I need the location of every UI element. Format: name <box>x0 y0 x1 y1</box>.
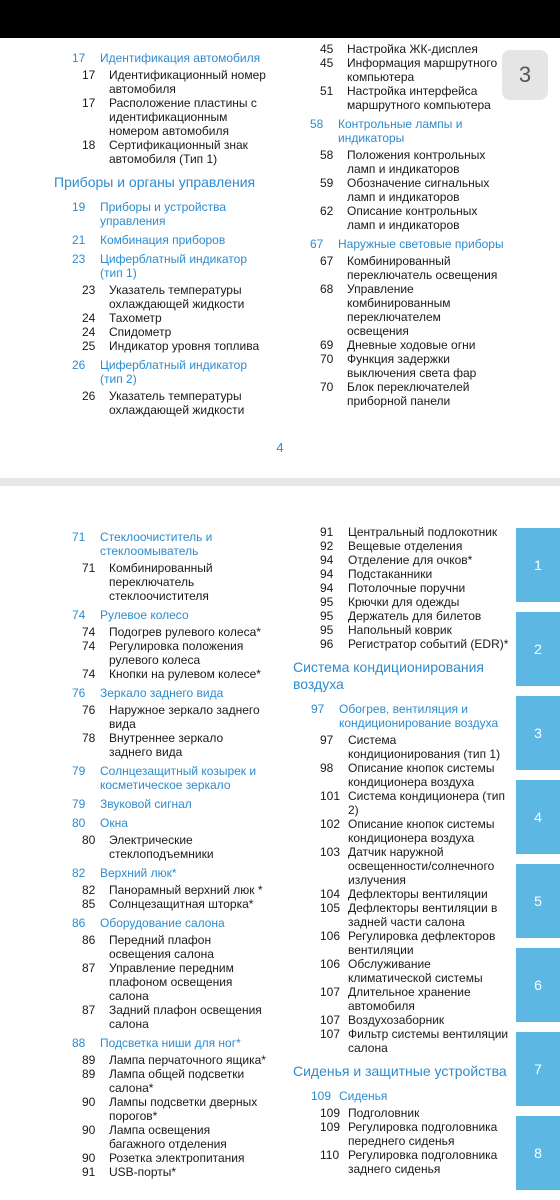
entry-title: Управление комбинированным переключателем освещения <box>347 282 451 338</box>
entry-title: Идентификационный номер автомобиля <box>109 68 266 96</box>
page-ref: 95 <box>320 623 334 637</box>
page-ref: 79 <box>72 797 86 811</box>
entry-title: Тахометр <box>109 311 162 325</box>
page-ref: 91 <box>82 1165 96 1179</box>
entry-title: Потолочные поручни <box>348 581 466 595</box>
entry-title: Блок переключателей приборной панели <box>347 380 470 408</box>
entry-title: Регулировка положения рулевого колеса <box>109 639 244 667</box>
page-ref: 74 <box>82 667 96 681</box>
entry-title: Обогрев, вентиляция и кондиционирование воздуха <box>339 702 499 730</box>
section-heading[interactable]: Система кондиционирования воздуха <box>293 659 485 692</box>
toc-item-link[interactable] <box>310 380 506 408</box>
toc-item-link[interactable] <box>310 42 506 56</box>
page-ref: 76 <box>72 686 86 700</box>
toc-item-link[interactable] <box>293 637 509 651</box>
page-ref: 86 <box>72 916 86 930</box>
toc-section-link[interactable] <box>54 358 268 386</box>
toc-column-right <box>310 42 506 408</box>
page-ref: 104 <box>320 887 341 901</box>
entry-title: Информация маршрутного компьютера <box>347 56 498 84</box>
toc-item-link[interactable] <box>293 789 509 817</box>
entry-title: Окна <box>100 816 128 830</box>
toc-item-link[interactable] <box>293 817 509 845</box>
entry-title: Панорамный верхний люк * <box>109 883 263 897</box>
toc-item-link[interactable] <box>54 703 268 731</box>
page-ref: 97 <box>320 733 334 747</box>
page-ref: 18 <box>82 138 96 152</box>
entry-title: Солнцезащитный козырек и косметическое зеркало <box>100 764 257 792</box>
chapter-tab-1[interactable]: 1 <box>516 528 560 602</box>
entry-title: Система кондиционирования (тип 1) <box>348 733 501 761</box>
toc-item-link[interactable] <box>293 567 509 581</box>
toc-item-link[interactable] <box>293 845 509 887</box>
chapter-tab-8[interactable]: 8 <box>516 1116 560 1190</box>
entry-title: Розетка электропитания <box>109 1151 245 1165</box>
page-ref: 74 <box>82 639 96 653</box>
page-ref: 82 <box>82 883 96 897</box>
toc-page-lower <box>0 486 560 1200</box>
page-ref: 25 <box>82 339 96 353</box>
toc-column-right <box>293 525 509 1176</box>
page-ref: 94 <box>320 567 334 581</box>
entry-title: Расположение пластины с идентификационным номером автомобиля <box>109 96 257 138</box>
page-ref: 106 <box>320 957 341 971</box>
entry-title: Напольный коврик <box>348 623 452 637</box>
toc-section-link[interactable] <box>54 608 268 622</box>
page-ref: 82 <box>72 866 86 880</box>
toc-section-link[interactable] <box>54 797 268 811</box>
chapter-tab-4[interactable]: 4 <box>516 780 560 854</box>
entry-title: Настройка ЖК-дисплея <box>347 42 478 56</box>
page-ref: 90 <box>82 1151 96 1165</box>
page-ref: 74 <box>82 625 96 639</box>
chapter-tab-3[interactable]: 3 <box>516 696 560 770</box>
entry-title: Обозначение сигнальных ламп и индикаторов <box>347 176 490 204</box>
page-ref: 19 <box>72 200 86 214</box>
entry-title: Обслуживание климатической системы <box>348 957 483 985</box>
toc-item-link[interactable] <box>293 581 509 595</box>
page-ref: 21 <box>72 233 86 247</box>
entry-title: Крючки для одежды <box>348 595 460 609</box>
chapter-tab-6[interactable]: 6 <box>516 948 560 1022</box>
entry-title: Контрольные лампы и индикаторы <box>338 117 463 145</box>
page-ref: 89 <box>82 1067 96 1081</box>
toc-item-link[interactable] <box>54 1095 268 1123</box>
toc-item-link[interactable] <box>310 254 506 282</box>
entry-title: Кнопки на рулевом колесе* <box>109 667 261 681</box>
entry-title: Верхний люк* <box>100 866 177 880</box>
page-ref: 24 <box>82 325 96 339</box>
toc-item-link[interactable] <box>54 68 268 96</box>
entry-title: Солнцезащитная шторка* <box>109 897 254 911</box>
entry-title: Комбинированный переключатель стеклоочистителя <box>109 561 213 603</box>
entry-title: Описание кнопок системы кондиционера воздуха <box>348 761 495 789</box>
page-ref: 85 <box>82 897 96 911</box>
toc-item-link[interactable] <box>293 957 509 985</box>
entry-title: Вещевые отделения <box>348 539 463 553</box>
page-ref: 80 <box>72 816 86 830</box>
page-ref: 58 <box>320 148 334 162</box>
page-ref: 51 <box>320 84 334 98</box>
toc-item-link[interactable] <box>293 525 509 539</box>
entry-title: Воздухозаборник <box>348 1013 445 1027</box>
toc-item-link[interactable] <box>54 961 268 1003</box>
toc-section-link[interactable] <box>54 530 268 558</box>
toc-item-link[interactable] <box>293 553 509 567</box>
entry-title: Внутреннее зеркало заднего вида <box>109 731 224 759</box>
toc-item-link[interactable] <box>54 1053 268 1067</box>
entry-title: Рулевое колесо <box>100 608 189 622</box>
toc-column-left <box>54 46 268 417</box>
page-ref: 90 <box>82 1123 96 1137</box>
section-heading[interactable]: Сиденья и защитные устройства <box>293 1063 507 1079</box>
page-divider <box>0 478 560 486</box>
entry-title: Дневные ходовые огни <box>347 338 476 352</box>
toc-section-link[interactable] <box>293 1089 509 1103</box>
page-ref: 96 <box>320 637 334 651</box>
page-ref: 91 <box>320 525 334 539</box>
toc-item-link[interactable] <box>293 733 509 761</box>
entry-title: Дефлекторы вентиляции в задней части салона <box>348 901 498 929</box>
entry-title: Фильтр системы вентиляции салона <box>348 1027 509 1055</box>
entry-title: Подстаканники <box>348 567 433 581</box>
entry-title: Звуковой сигнал <box>100 797 192 811</box>
toc-item-link[interactable] <box>54 667 268 681</box>
toc-item-link[interactable] <box>293 929 509 957</box>
page-ref: 110 <box>320 1148 340 1162</box>
toc-item-link[interactable] <box>54 1003 268 1031</box>
page-ref: 105 <box>320 901 341 915</box>
toc-item-link[interactable] <box>310 352 506 380</box>
toc-section-link[interactable] <box>54 51 268 65</box>
page-ref: 79 <box>72 764 86 778</box>
toc-section-link[interactable] <box>54 916 268 930</box>
toc-item-link[interactable] <box>293 1013 509 1027</box>
page-ref: 70 <box>320 380 334 394</box>
page-ref: 78 <box>82 731 96 745</box>
page-ref: 23 <box>82 283 96 297</box>
entry-title: Передний плафон освещения салона <box>109 933 214 961</box>
toc-section-link[interactable] <box>54 686 268 700</box>
entry-title: Циферблатный индикатор (тип 1) <box>100 252 247 280</box>
toc-item-link[interactable] <box>54 138 268 166</box>
toc-column-left <box>54 525 268 1179</box>
page-ref: 109 <box>320 1106 341 1120</box>
toc-item-link[interactable] <box>310 56 506 84</box>
entry-title: Лампа освещения багажного отделения <box>109 1123 227 1151</box>
toc-item-link[interactable] <box>293 1148 509 1176</box>
entry-title: Спидометр <box>109 325 172 339</box>
page-ref: 69 <box>320 338 334 352</box>
entry-title: Функция задержки выключения света фар <box>347 352 477 380</box>
toc-item-link[interactable] <box>54 339 268 353</box>
page-ref: 87 <box>82 961 96 975</box>
page-ref: 71 <box>72 530 86 544</box>
entry-title: Сиденья <box>339 1089 388 1103</box>
toc-item-link[interactable] <box>54 283 268 311</box>
toc-item-link[interactable] <box>54 311 268 325</box>
chapter-badge[interactable]: 3 <box>502 50 548 100</box>
toc-item-link[interactable] <box>293 1106 509 1120</box>
toc-item-link[interactable] <box>54 883 268 897</box>
page-ref: 62 <box>320 204 334 218</box>
entry-title: Описание кнопок системы кондиционера воздуха <box>348 817 495 845</box>
toc-item-link[interactable] <box>54 1123 268 1151</box>
entry-title: Держатель для билетов <box>348 609 482 623</box>
toc-section-link[interactable] <box>54 252 268 280</box>
chapter-tab-5[interactable]: 5 <box>516 864 560 938</box>
entry-title: Наружные световые приборы <box>338 237 504 251</box>
entry-title: Лампа общей подсветки салона* <box>109 1067 245 1095</box>
page-ref: 101 <box>320 789 341 803</box>
page-ref: 26 <box>82 389 96 403</box>
toc-item-link[interactable] <box>293 887 509 901</box>
entry-title: Циферблатный индикатор (тип 2) <box>100 358 247 386</box>
entry-title: Сертификационный знак автомобиля (Тип 1) <box>109 138 248 166</box>
page-ref: 17 <box>72 51 86 65</box>
toc-item-link[interactable] <box>310 338 506 352</box>
entry-title: Подогрев рулевого колеса* <box>109 625 261 639</box>
toc-item-link[interactable] <box>54 389 268 417</box>
toc-item-link[interactable] <box>310 282 506 338</box>
toc-item-link[interactable] <box>310 204 506 232</box>
page-ref: 109 <box>320 1120 341 1134</box>
page-ref: 67 <box>320 254 334 268</box>
entry-title: Стеклоочиститель и стеклоомыватель <box>100 530 213 558</box>
page-ref: 86 <box>82 933 96 947</box>
page-ref: 103 <box>320 845 341 859</box>
page-ref: 23 <box>72 252 86 266</box>
entry-title: Приборы и устройства управления <box>100 200 227 228</box>
page-ref: 67 <box>310 237 324 251</box>
entry-title: Регулировка подголовника переднего сиденья <box>348 1120 498 1148</box>
chapter-tab-2[interactable]: 2 <box>516 612 560 686</box>
page-ref: 107 <box>320 1013 341 1027</box>
toc-item-link[interactable] <box>293 1027 509 1055</box>
toc-item-link[interactable] <box>293 609 509 623</box>
toc-section-link[interactable] <box>54 816 268 830</box>
entry-title: Датчик наружной освещенности/солнечного излучения <box>348 845 495 887</box>
toc-item-link[interactable] <box>293 595 509 609</box>
toc-item-link[interactable] <box>54 1151 268 1165</box>
entry-title: Система кондиционера (тип 2) <box>348 789 505 817</box>
toc-item-link[interactable] <box>293 901 509 929</box>
toc-item-link[interactable] <box>54 933 268 961</box>
toc-item-link[interactable] <box>54 325 268 339</box>
toc-section-link[interactable] <box>54 764 268 792</box>
toc-section-link[interactable] <box>54 200 268 228</box>
entry-title: Управление передним плафоном освещения салона <box>109 961 234 1003</box>
page-ref: 106 <box>320 929 341 943</box>
toc-item-link[interactable] <box>54 897 268 911</box>
page-ref: 98 <box>320 761 334 775</box>
toc-item-link[interactable] <box>54 833 268 861</box>
page-ref: 107 <box>320 1027 341 1041</box>
toc-item-link[interactable] <box>293 539 509 553</box>
entry-title: USB-порты* <box>109 1165 177 1179</box>
page-ref: 92 <box>320 539 334 553</box>
page-ref: 95 <box>320 595 334 609</box>
page-ref: 17 <box>82 96 96 110</box>
entry-title: Задний плафон освещения салона <box>109 1003 262 1031</box>
page-ref: 90 <box>82 1095 96 1109</box>
entry-title: Регулировка дефлекторов вентиляции <box>348 929 496 957</box>
page-ref: 24 <box>82 311 96 325</box>
entry-title: Комбинация приборов <box>100 233 226 247</box>
page-ref: 17 <box>82 68 96 82</box>
entry-title: Комбинированный переключатель освещения <box>347 254 498 282</box>
toc-item-link[interactable] <box>293 761 509 789</box>
entry-title: Дефлекторы вентиляции <box>348 887 488 901</box>
toc-item-link[interactable] <box>310 148 506 176</box>
page-ref: 71 <box>82 561 96 575</box>
page-ref: 88 <box>72 1036 86 1050</box>
toc-section-link[interactable] <box>54 1036 268 1050</box>
page-ref: 89 <box>82 1053 96 1067</box>
entry-title: Указатель температуры охлаждающей жидкости <box>109 389 245 417</box>
entry-title: Центральный подлокотник <box>348 525 498 539</box>
entry-title: Подсветка ниши для ног* <box>100 1036 241 1050</box>
entry-title: Регулировка подголовника заднего сиденья <box>348 1148 498 1176</box>
toc-item-link[interactable] <box>54 561 268 603</box>
entry-title: Оборудование салона <box>100 916 225 930</box>
page-ref: 94 <box>320 553 334 567</box>
page-number: 4 <box>276 440 284 455</box>
toc-item-link[interactable] <box>54 731 268 759</box>
toc-section-link[interactable] <box>54 233 268 247</box>
entry-title: Указатель температуры охлаждающей жидкости <box>109 283 245 311</box>
page-ref: 97 <box>311 702 325 716</box>
page-ref: 59 <box>320 176 334 190</box>
toc-item-link[interactable] <box>54 1165 268 1179</box>
page-ref: 76 <box>82 703 96 717</box>
entry-title: Идентификация автомобиля <box>100 51 261 65</box>
page-ref: 45 <box>320 56 334 70</box>
entry-title: Лампы подсветки дверных порогов* <box>109 1095 258 1123</box>
page-ref: 95 <box>320 609 334 623</box>
chapter-tab-7[interactable]: 7 <box>516 1032 560 1106</box>
toc-section-link[interactable] <box>54 866 268 880</box>
toc-item-link[interactable] <box>54 639 268 667</box>
toc-section-link[interactable] <box>310 237 506 251</box>
page-ref: 87 <box>82 1003 96 1017</box>
entry-title: Индикатор уровня топлива <box>109 339 260 353</box>
toc-section-link[interactable] <box>310 117 506 145</box>
entry-title: Подголовник <box>348 1106 420 1120</box>
toc-item-link[interactable] <box>54 96 268 138</box>
page-ref: 102 <box>320 817 341 831</box>
toc-item-link[interactable] <box>293 985 509 1013</box>
status-bar <box>0 0 560 38</box>
entry-title: Длительное хранение автомобиля <box>348 985 471 1013</box>
entry-title: Описание контрольных ламп и индикаторов <box>347 204 478 232</box>
entry-title: Электрические стеклоподъемники <box>109 833 214 861</box>
entry-title: Положения контрольных ламп и индикаторов <box>347 148 486 176</box>
page-ref: 45 <box>320 42 334 56</box>
page-ref: 109 <box>311 1089 332 1103</box>
entry-title: Регистратор событий (EDR)* <box>348 637 509 651</box>
toc-item-link[interactable] <box>54 625 268 639</box>
page-ref: 80 <box>82 833 96 847</box>
entry-title: Лампа перчаточного ящика* <box>109 1053 266 1067</box>
entry-title: Наружное зеркало заднего вида <box>109 703 260 731</box>
entry-title: Зеркало заднего вида <box>100 686 224 700</box>
toc-item-link[interactable] <box>310 84 506 112</box>
entry-title: Отделение для очков* <box>348 553 473 567</box>
page-ref: 70 <box>320 352 334 366</box>
toc-section-link[interactable] <box>293 702 509 730</box>
page-ref: 107 <box>320 985 341 999</box>
toc-item-link[interactable] <box>293 1120 509 1148</box>
page-ref: 94 <box>320 581 334 595</box>
page-ref: 74 <box>72 608 86 622</box>
toc-item-link[interactable] <box>293 623 509 637</box>
toc-item-link[interactable] <box>54 1067 268 1095</box>
page-ref: 26 <box>72 358 86 372</box>
page-ref: 58 <box>310 117 324 131</box>
toc-page-upper <box>0 38 560 478</box>
toc-item-link[interactable] <box>310 176 506 204</box>
entry-title: Настройка интерфейса маршрутного компьютера <box>347 84 491 112</box>
page-ref: 68 <box>320 282 334 296</box>
section-heading[interactable]: Приборы и органы управления <box>54 174 256 190</box>
